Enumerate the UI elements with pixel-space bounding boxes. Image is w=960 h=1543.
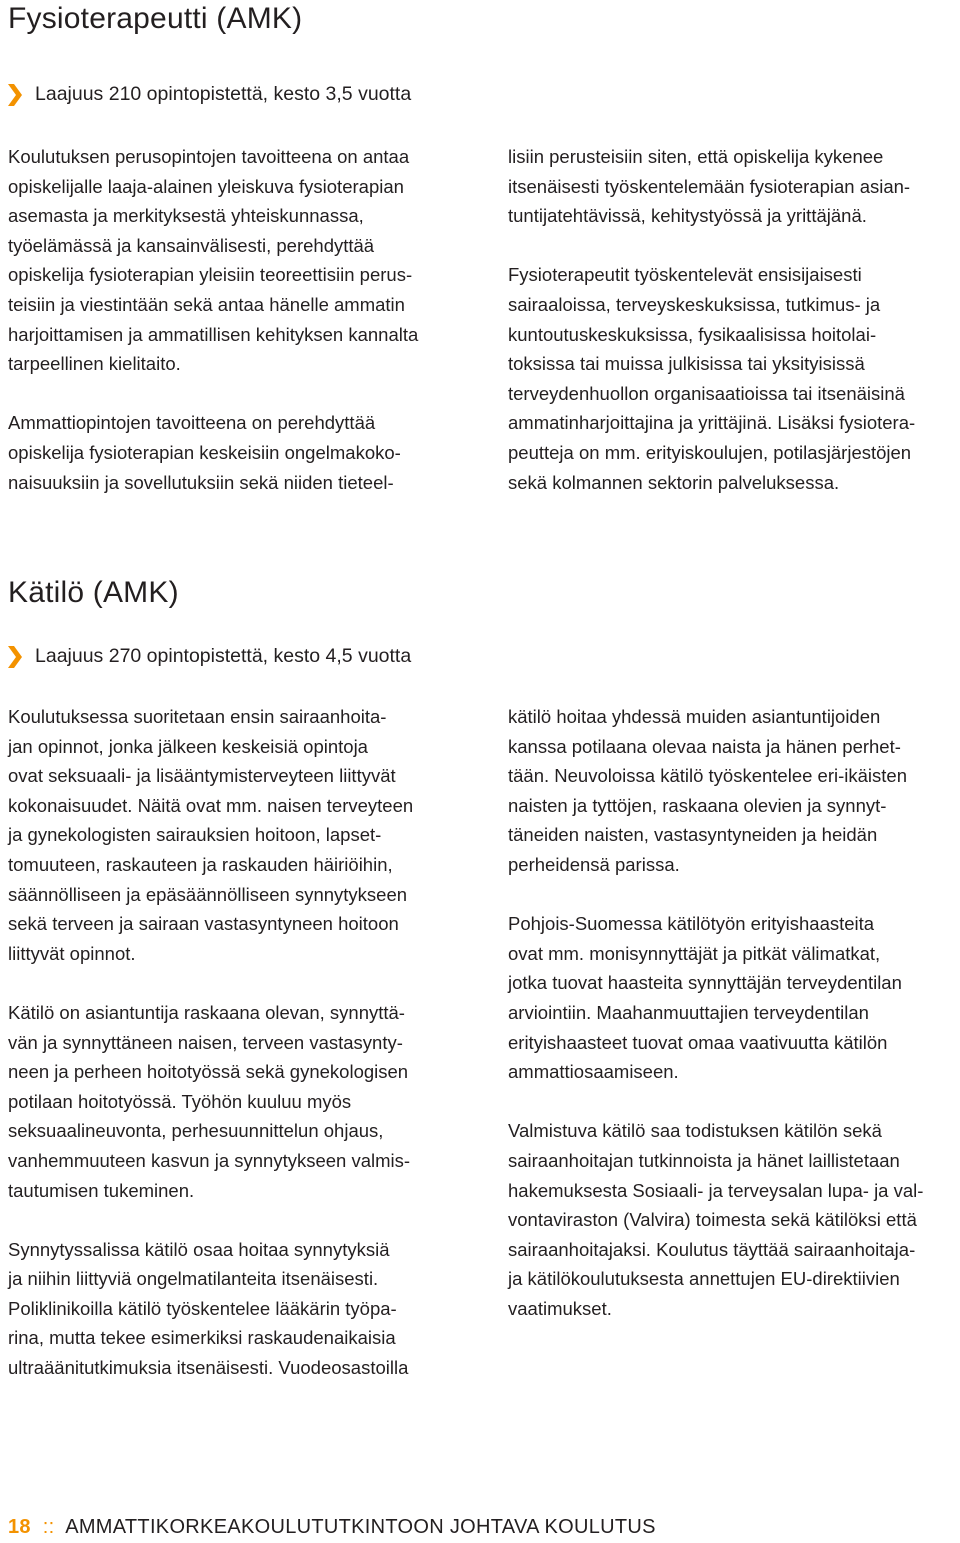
text-line: toksissa tai muissa julkisissa tai yksityisissä xyxy=(508,353,865,375)
text-line: Synnytyssalissa kätilö osaa hoitaa synnytyksiä xyxy=(8,1238,390,1260)
text-line: ja niihin liittyviä ongelmatilanteita itsenäisesti. xyxy=(8,1268,379,1290)
text-line: kätilö hoitaa yhdessä muiden asiantuntijoiden xyxy=(508,706,881,727)
text-line: naisten ja tyttöjen, raskaana olevien ja synnyt- xyxy=(508,794,887,816)
scope-line-katilo xyxy=(8,646,411,668)
text-line: Pohjois-Suomessa kätilötyön erityishaasteita xyxy=(508,913,875,935)
text-line: vontaviraston (Valvira) toimesta sekä kätilöksi että xyxy=(508,1209,917,1231)
text-line: liittyvät opinnot. xyxy=(8,942,136,964)
paragraph xyxy=(8,702,463,968)
left-column-katilo xyxy=(8,702,463,1383)
scope-text: Laajuus 270 opintopistettä, kesto 4,5 vuotta xyxy=(35,645,412,668)
text-line: Kätilö on asiantuntija raskaana olevan, synnyttä- xyxy=(8,1001,405,1023)
text-line: vanhemmuuteen kasvun ja synnytykseen valmis- xyxy=(8,1149,411,1171)
chevron-right-icon xyxy=(8,646,22,668)
footer-running-title: AMMATTIKORKEAKOULUTUTKINTOON JOHTAVA KOULUTUS xyxy=(65,1516,656,1538)
text-line: seksuaalineuvonta, perhesuunnittelun ohjaus, xyxy=(8,1120,384,1142)
text-line: Fysioterapeutit työskentelevät ensisijaisesti xyxy=(508,264,862,286)
paragraph xyxy=(508,909,958,1087)
text-line: opiskelija fysioterapian keskeisiin ongelmakoko- xyxy=(8,441,401,463)
text-line: teisiin ja viestintään sekä antaa hänelle ammatin xyxy=(8,293,405,315)
paragraph xyxy=(8,1235,463,1383)
text-line: potilaan hoitotyössä. Työhön kuuluu myös xyxy=(8,1090,352,1112)
text-line: vän ja synnyttäneen naisen, terveen vastasynty- xyxy=(8,1031,403,1053)
paragraph xyxy=(508,702,958,880)
left-column-fysioterapeutti xyxy=(8,142,463,497)
text-line: hakemuksesta Sosiaali- ja terveysalan lupa- ja val- xyxy=(508,1179,924,1201)
text-line: ja gynekologisten sairauksien hoitoon, lapset- xyxy=(8,824,382,846)
text-line: jotka tuovat haasteita synnyttäjän terveydentilan xyxy=(508,972,902,994)
section-title-fysioterapeutti: Fysioterapeutti (AMK) xyxy=(8,2,303,35)
text-line: asemasta ja merkityksestä yhteiskunnassa, xyxy=(8,205,364,227)
text-line: sekä kolmannen sektorin palveluksessa. xyxy=(508,471,840,493)
text-line: ultraäänitutkimuksia itsenäisesti. Vuodeosastoilla xyxy=(8,1357,409,1379)
paragraph xyxy=(8,142,463,379)
text-line: tarpeellinen kielitaito. xyxy=(8,353,181,375)
text-line: lisiin perusteisiin siten, että opiskelija kykenee xyxy=(508,146,884,167)
paragraph xyxy=(8,998,463,1205)
text-line: tään. Neuvoloissa kätilö työskentelee eri-ikäisten xyxy=(508,765,907,787)
chevron-right-icon xyxy=(8,84,22,106)
paragraph xyxy=(8,408,463,497)
text-line: peutteja on mm. erityiskoulujen, potilasjärjestöjen xyxy=(508,441,912,463)
text-line: kokonaisuudet. Näitä ovat mm. naisen terveyteen xyxy=(8,794,414,816)
text-line: rina, mutta tekee esimerkiksi raskaudenaikaisia xyxy=(8,1327,396,1349)
scope-line-fysioterapeutti xyxy=(8,84,411,106)
text-line: Ammattiopintojen tavoitteena on perehdyttää xyxy=(8,412,376,434)
text-line: itsenäisesti työskentelemään fysioterapian asian- xyxy=(508,175,911,197)
text-line: jan opinnot, jonka jälkeen keskeisiä opintoja xyxy=(8,735,368,757)
paragraph xyxy=(508,260,958,497)
paragraph xyxy=(508,1116,958,1323)
text-line: neen ja perheen hoitotyössä sekä gynekologisen xyxy=(8,1061,409,1083)
text-line: naisuuksiin ja sovellutuksiin sekä niiden tieteel- xyxy=(8,471,394,493)
text-line: tuntijatehtävissä, kehitystyössä ja yrittäjänä. xyxy=(508,205,867,227)
text-line: Valmistuva kätilö saa todistuksen kätilön sekä xyxy=(508,1120,882,1142)
text-line: vaatimukset. xyxy=(508,1297,612,1319)
footer-separator: :: xyxy=(42,1516,55,1538)
text-line: ammatinharjoittajina ja yrittäjinä. Lisäksi fysiotera- xyxy=(508,412,916,434)
text-line: terveydenhuollon organisaatioissa tai itsenäisinä xyxy=(508,382,905,404)
text-line: työelämässä ja kansainvälisesti, perehdyttää xyxy=(8,234,375,256)
text-line: tomuuteen, raskauteen ja raskauden häiriöihin, xyxy=(8,853,393,875)
text-line: sairaaloissa, terveyskeskuksissa, tutkimus- ja xyxy=(508,293,881,315)
right-column-katilo xyxy=(508,702,958,1323)
text-line: erityishaasteet tuovat omaa vaativuutta kätilön xyxy=(508,1031,888,1053)
right-column-fysioterapeutti xyxy=(508,142,958,497)
text-line: sekä terveen ja sairaan vastasyntyneen hoitoon xyxy=(8,913,399,935)
page-footer xyxy=(8,1515,656,1539)
text-line: Koulutuksen perusopintojen tavoitteena on antaa xyxy=(8,146,410,167)
section-title-katilo: Kätilö (AMK) xyxy=(8,576,179,609)
text-line: opiskelijalle laaja-alainen yleiskuva fysioterapian xyxy=(8,175,404,197)
text-line: arviointiin. Maahanmuuttajien terveydentilan xyxy=(508,1001,869,1023)
paragraph xyxy=(508,142,958,231)
text-line: kanssa potilaana olevaa naista ja hänen perhet- xyxy=(508,735,901,757)
text-line: harjoittamisen ja ammatillisen kehityksen kannalta xyxy=(8,323,419,345)
scope-text: Laajuus 210 opintopistettä, kesto 3,5 vuotta xyxy=(35,83,412,106)
text-line: opiskelija fysioterapian yleisiin teoreettisiin perus- xyxy=(8,264,413,286)
page-number: 18 xyxy=(8,1516,31,1538)
text-line: ammattiosaamiseen. xyxy=(508,1061,679,1083)
text-line: sairaanhoitajan tutkinnoista ja hänet laillistetaan xyxy=(508,1149,900,1171)
text-line: Koulutuksessa suoritetaan ensin sairaanhoita- xyxy=(8,706,387,727)
text-line: ovat mm. monisynnyttäjät ja pitkät välimatkat, xyxy=(508,942,881,964)
text-line: täneiden naisten, vastasyntyneiden ja heidän xyxy=(508,824,878,846)
text-line: kuntoutuskeskuksissa, fysikaalisissa hoitolai- xyxy=(508,323,877,345)
text-line: perheidensä parissa. xyxy=(508,853,680,875)
text-line: ovat seksuaali- ja lisääntymisterveyteen liittyvät xyxy=(8,765,396,787)
text-line: säännölliseen ja epäsäännölliseen synnytykseen xyxy=(8,883,408,905)
text-line: Poliklinikoilla kätilö työskentelee lääkärin työpa- xyxy=(8,1297,397,1319)
text-line: ja kätilökoulutuksesta annettujen EU-direktiivien xyxy=(508,1268,900,1290)
text-line: sairaanhoitajaksi. Koulutus täyttää sairaanhoitaja- xyxy=(508,1238,916,1260)
text-line: tautumisen tukeminen. xyxy=(8,1179,195,1201)
